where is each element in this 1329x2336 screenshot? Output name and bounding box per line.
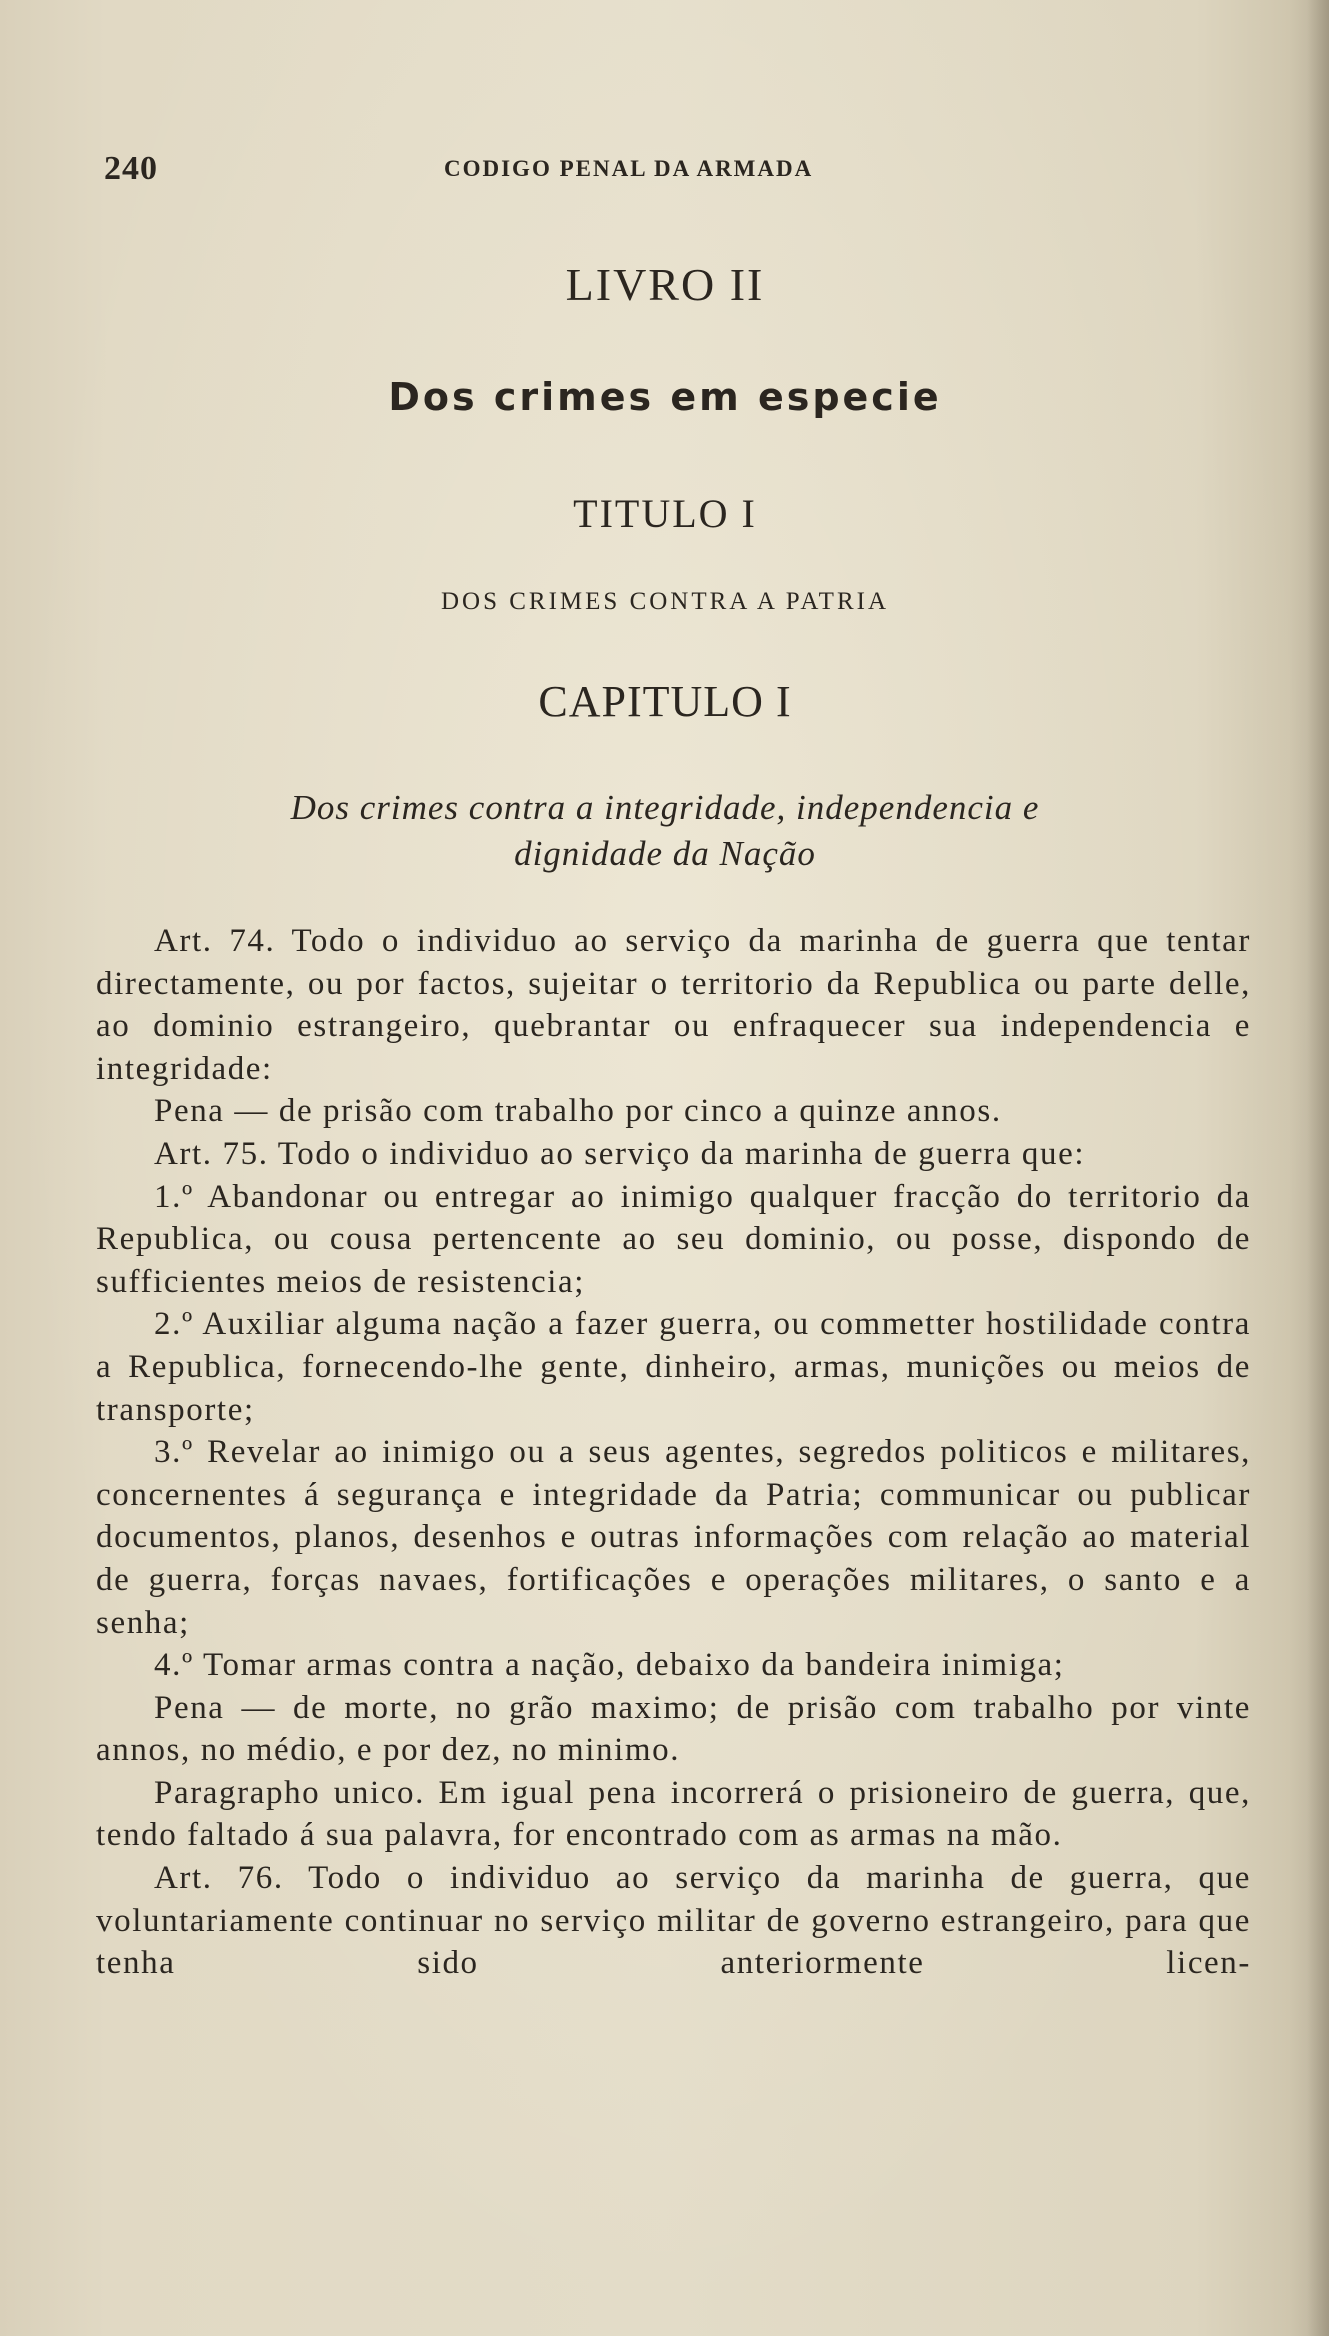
paragraph-item-4: 4.º Tomar armas contra a nação, debaixo da bandeira inimiga; [154, 1647, 1065, 1684]
chapter-subtitle [90, 785, 1240, 877]
page-edge-shadow [1307, 0, 1329, 2336]
paragraph-pena-2: Pena — de morte, no grão maximo; de prisão com trabalho por vinte annos, no médio, e por dez, no minimo. [96, 1689, 1251, 1769]
chapter-heading: CAPITULO I [538, 677, 792, 726]
title-heading: TITULO I [573, 491, 757, 536]
paragraph-art-76: Art. 76. Todo o individuo ao serviço da marinha de guerra, que voluntariamente continuar no serviço militar de governo estrangeiro, para que tenha sido anteriormente licen- [96, 1860, 1251, 1982]
running-head: CODIGO PENAL DA ARMADA [444, 156, 814, 181]
paragraph-paragrapho-unico: Paragrapho unico. Em igual pena incorrerá o prisioneiro de guerra, que, tendo faltado á sua palavra, for encontrado com as armas na mão. [96, 1774, 1251, 1854]
paragraph-item-1: 1.º Abandonar ou entregar ao inimigo qualquer fracção do territorio da Republica, ou cousa pertencente ao seu dominio, ou posse, dispondo de sufficientes meios de resistencia; [96, 1178, 1251, 1300]
book-title: Dos crimes em especie [388, 375, 942, 419]
body-text [96, 920, 1251, 1985]
chapter-subtitle-line-2: dignidade da Nação [514, 834, 816, 873]
page-number: 240 [104, 150, 158, 187]
paragraph-item-3: 3.º Revelar ao inimigo ou a seus agentes, segredos politicos e militares, concernentes á segurança e integridade da Patria; communicar ou publicar documentos, planos, desenhos e outras informações com relação ao material de guerra, forças navaes, fortificações e operações militares, o santo e a senha; [96, 1434, 1251, 1641]
paragraph-pena-1: Pena — de prisão com trabalho por cinco a quinze annos. [154, 1093, 1002, 1130]
paragraph-item-2: 2.º Auxiliar alguma nação a fazer guerra, ou commetter hostilidade contra a Republica, fornecendo-lhe gente, dinheiro, armas, munições ou meios de transporte; [96, 1306, 1251, 1428]
paragraph-art-74: Art. 74. Todo o individuo ao serviço da marinha de guerra que tentar directamente, ou por factos, sujeitar o territorio da Republica ou parte delle, ao dominio estrangeiro, quebrantar ou enfraquecer sua independencia e integridade: [96, 923, 1251, 1087]
book-heading: LIVRO II [565, 259, 765, 310]
page-header [104, 150, 1234, 190]
title-subtitle: DOS CRIMES CONTRA A PATRIA [440, 588, 889, 615]
paragraph-art-75: Art. 75. Todo o individuo ao serviço da marinha de guerra que: [154, 1135, 1086, 1172]
chapter-subtitle-line-1: Dos crimes contra a integridade, independencia e [290, 788, 1040, 827]
